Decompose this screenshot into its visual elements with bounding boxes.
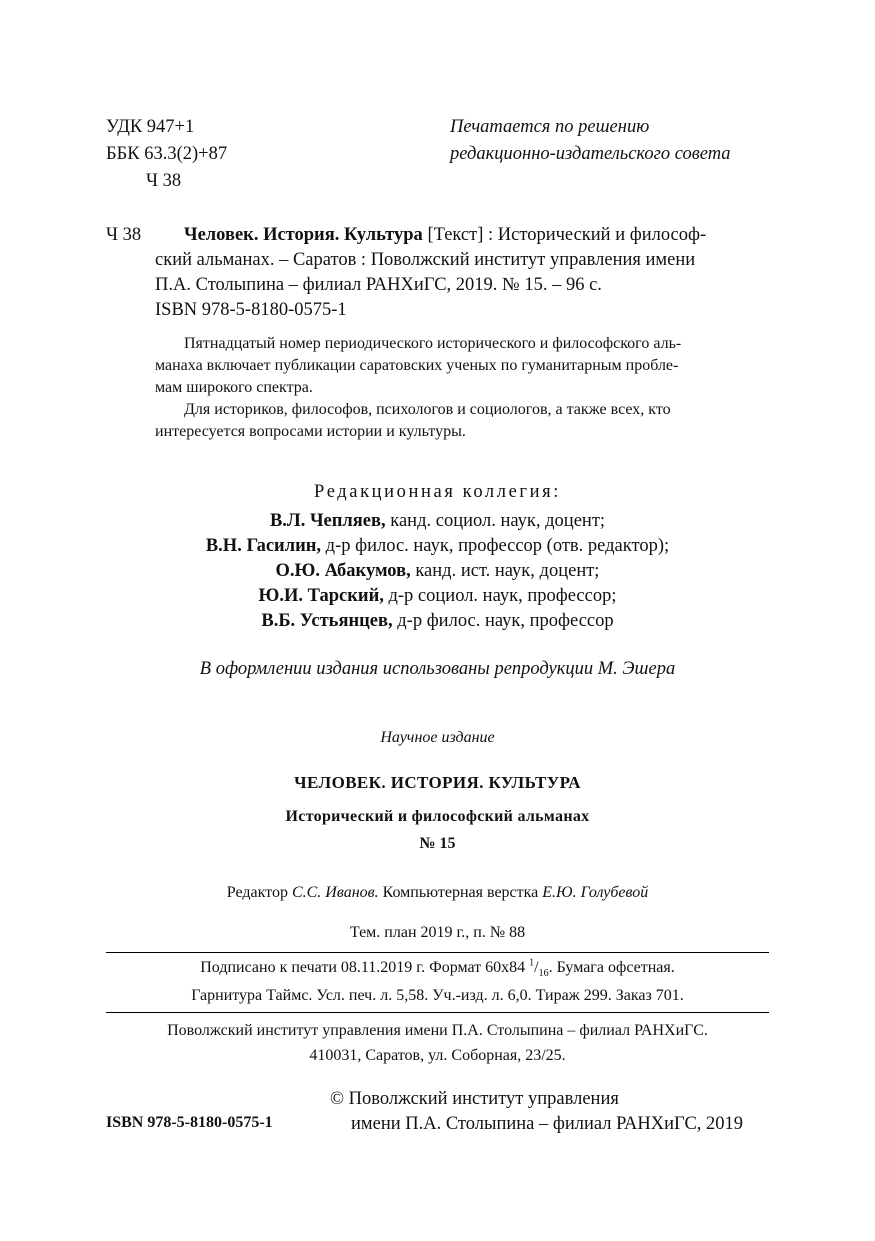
copyright xyxy=(330,1087,743,1137)
format-fraction-num: 1 xyxy=(529,957,535,969)
annotation-p1-line3: мам широкого спектра. xyxy=(155,379,313,396)
print-details-line2: Гарнитура Таймс. Усл. печ. л. 5,58. Уч.-изд. л. 6,0. Тираж 299. Заказ 701. xyxy=(191,987,684,1004)
board-member-name: В.Б. Устьянцев, xyxy=(261,611,393,631)
board-member-name: В.Л. Чепляев, xyxy=(269,511,386,531)
design-note: В оформлении издания использованы репродукции М. Эшера xyxy=(199,659,676,679)
classification-codes xyxy=(106,115,227,194)
bibliographic-record xyxy=(155,223,770,323)
publisher-address: 410031, Саратов, ул. Соборная, 23/25. xyxy=(309,1047,566,1064)
board-member-role: д-р филос. наук, профессор (отв. редактор); xyxy=(321,536,670,556)
format-fraction-sep: / xyxy=(534,959,539,976)
imprint-subtitle: Исторический и философский альманах xyxy=(285,808,590,825)
annotation-p2-line1: Для историков, философов, психологов и социологов, а также всех, кто xyxy=(184,401,671,418)
bib-line-1 xyxy=(155,223,770,248)
print-line1-end: . Бумага офсетная. xyxy=(548,959,675,976)
bib-line-3: П.А. Столыпина – филиал РАНХиГС, 2019. № 15. – 96 с. xyxy=(155,275,602,295)
approval-line-1: Печатается по решению xyxy=(450,117,650,137)
imprint-issue: № 15 xyxy=(419,835,456,852)
bib-title: Человек. История. Культура xyxy=(184,225,423,245)
publisher-line1: Поволжский институт управления имени П.А. Столыпина – филиал РАНХиГС. xyxy=(167,1022,708,1039)
board-member xyxy=(0,534,875,559)
layout-name: Е.Ю. Голубевой xyxy=(542,884,649,901)
divider-bottom xyxy=(106,1012,769,1013)
board-member-role: д-р филос. наук, профессор xyxy=(392,611,614,631)
plan-line: Тем. план 2019 г., п. № 88 xyxy=(349,924,526,941)
board-member-role: д-р социол. наук, профессор; xyxy=(383,586,617,606)
editor-label: Редактор xyxy=(226,884,292,901)
bbk-code: ББК 63.3(2)+87 xyxy=(106,144,228,164)
board-member xyxy=(0,559,875,584)
bib-sign: Ч 38 xyxy=(106,225,142,245)
board-member-name: В.Н. Гасилин, xyxy=(205,536,322,556)
editor-line xyxy=(0,882,875,904)
bib-line-2: ский альманах. – Саратов : Поволжский институт управления имени xyxy=(155,250,696,270)
edition-type: Научное издание xyxy=(380,729,495,746)
annotation-p1-line1: Пятнадцатый номер периодического исторического и философского аль- xyxy=(184,335,682,352)
format-fraction-den: 16 xyxy=(538,968,549,980)
editorial-board xyxy=(0,509,875,634)
imprint-title: ЧЕЛОВЕК. ИСТОРИЯ. КУЛЬТУРА xyxy=(294,773,581,792)
board-member xyxy=(0,584,875,609)
footer-isbn: ISBN 978-5-8180-0575-1 xyxy=(106,1114,273,1131)
copyright-line1: © Поволжский институт управления xyxy=(330,1089,619,1109)
editorial-board-heading: Редакционная коллегия: xyxy=(314,482,561,502)
board-member-name: О.Ю. Абакумов, xyxy=(275,561,411,581)
board-member xyxy=(0,609,875,634)
divider-top xyxy=(106,952,769,953)
annotation-p1-line2: манаха включает публикации саратовских ученых по гуманитарным пробле- xyxy=(155,357,679,374)
annotation-p2-line2: интересуется вопросами истории и культуры. xyxy=(155,423,466,440)
print-line1-start: Подписано к печати 08.11.2019 г. Формат 60х84 xyxy=(200,959,530,976)
board-member-name: Ю.И. Тарский, xyxy=(258,586,384,606)
board-member-role: канд. социол. наук, доцент; xyxy=(385,511,606,531)
bib-title-rest: [Текст] : Исторический и философ- xyxy=(422,225,707,245)
print-details-line1 xyxy=(0,957,875,979)
editor-name: С.С. Иванов. xyxy=(291,884,379,901)
bib-isbn: ISBN 978-5-8180-0575-1 xyxy=(155,300,347,320)
layout-label: Компьютерная верстка xyxy=(378,884,543,901)
approval-line-2: редакционно-издательского совета xyxy=(450,144,731,164)
approval-note xyxy=(450,115,731,167)
board-member-role: канд. ист. наук, доцент; xyxy=(410,561,600,581)
udk-code: УДК 947+1 xyxy=(106,117,195,137)
copyright-line2: имени П.А. Столыпина – филиал РАНХиГС, 2019 xyxy=(351,1114,744,1134)
author-sign: Ч 38 xyxy=(146,171,182,191)
annotation xyxy=(155,333,770,443)
board-member xyxy=(0,509,875,534)
